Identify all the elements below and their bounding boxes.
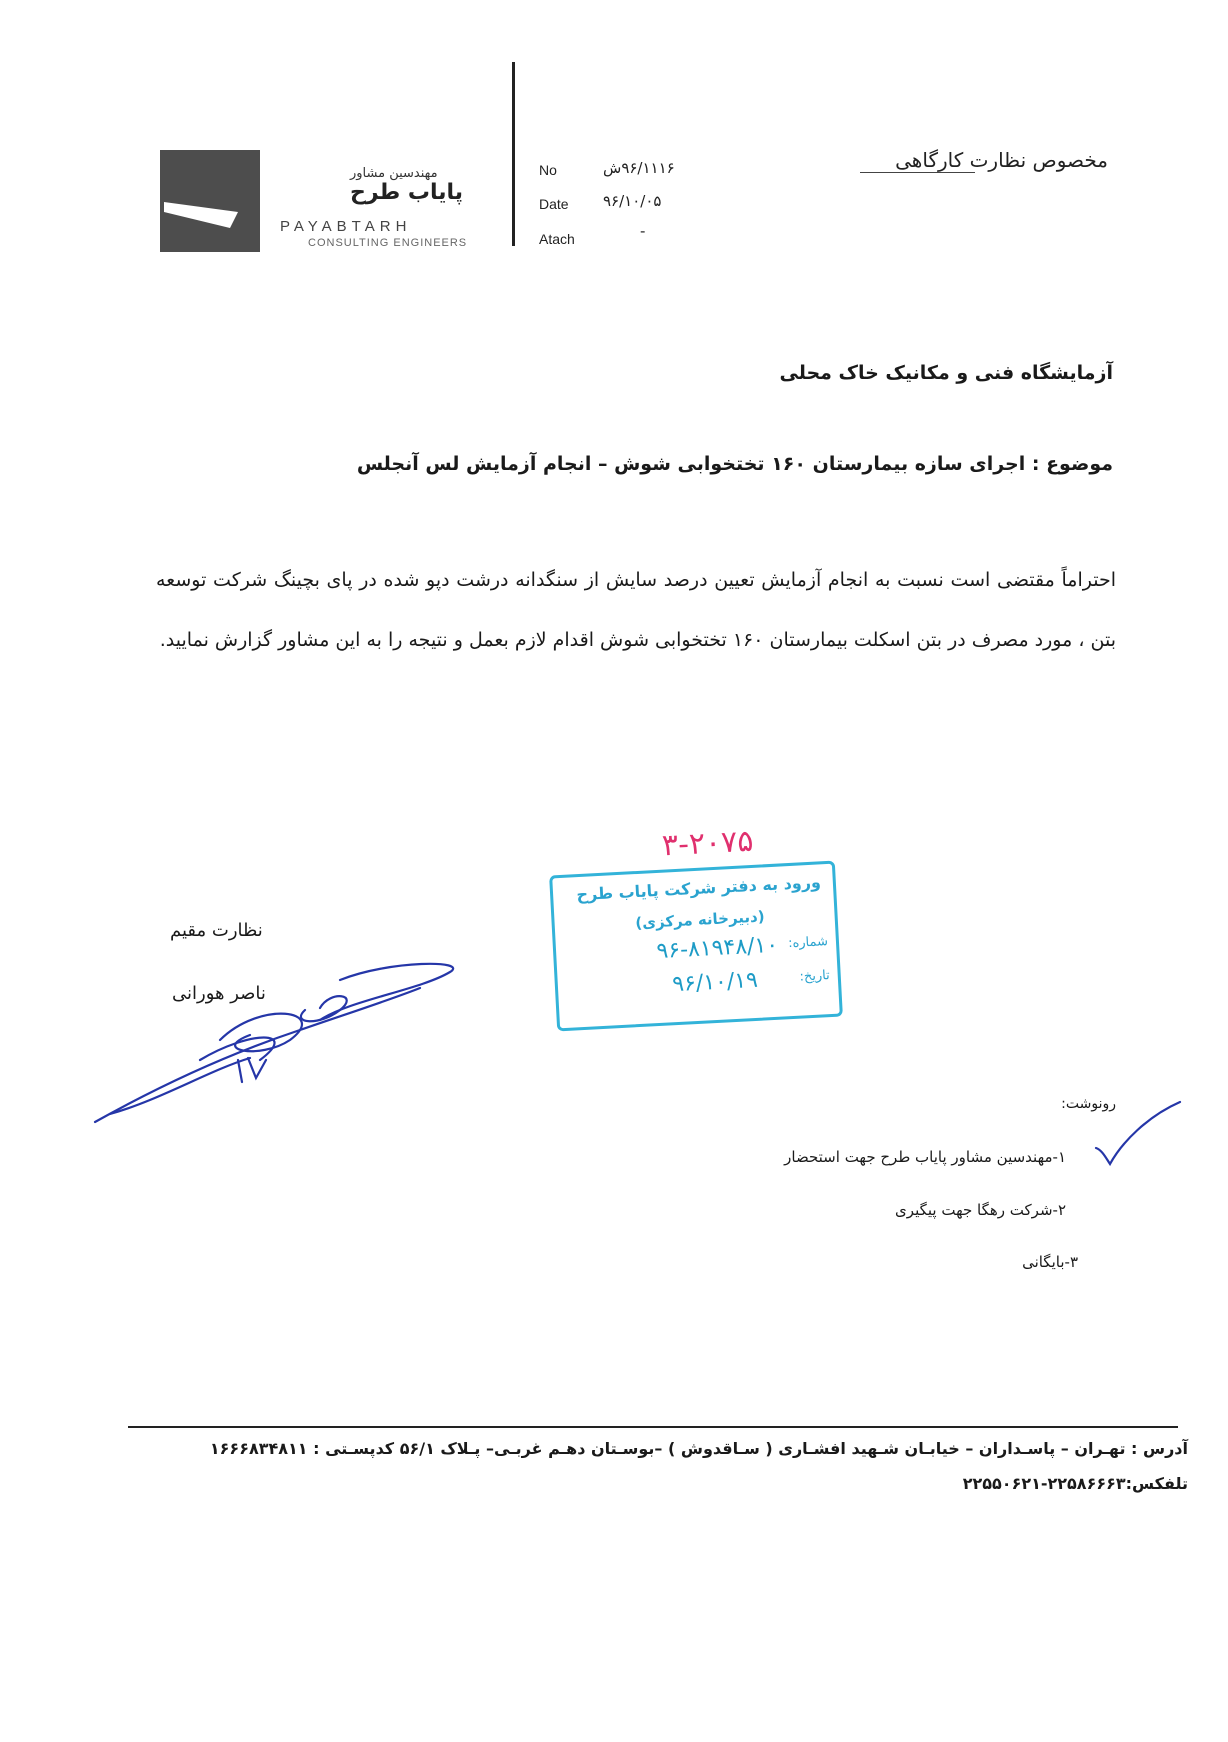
meta-attach-value: - bbox=[640, 222, 646, 240]
cc-item-3: ۳-بایگانی bbox=[1022, 1253, 1078, 1271]
letter-body: احتراماً مقتضی است نسبت به انجام آزمایش تعیین درصد سایش از سنگدانه درشت دپو شده در پای بچینگ شرکت توسعه بتن ، مورد مصرف در بتن اسکلت بیمارستان ۱۶۰ تختخوابی شوش اقدام لازم بعمل و نتیجه را به این مشاور گزارش نمایید. bbox=[156, 569, 1116, 651]
letter-recipient: آزمایشگاه فنی و مکانیک خاک محلی bbox=[779, 362, 1113, 384]
logo-firm-name-fa: پایاب طرح bbox=[350, 180, 464, 205]
footer-phone: تلفکس:۲۲۵۸۶۶۶۳-۲۲۵۵۰۶۲۱ bbox=[962, 1474, 1188, 1493]
stamp-handwritten-number: ۳-۲۰۷۵ bbox=[661, 823, 755, 864]
header-divider bbox=[512, 62, 515, 246]
logo-firm-title: مهندسین مشاور bbox=[350, 166, 438, 181]
footer-address: آدرس : تهـران – پاسـداران – خیابـان شـهید افشـاری ( سـاقدوش ) –بوسـتان دهـم غربـی– پـلاک ۵۶/۱ کدپسـتی : ۱۶۶۶۸۳۴۸۱۱ bbox=[209, 1439, 1188, 1458]
meta-date-label: Date bbox=[539, 196, 569, 212]
stamp-title: ورود به دفتر شرکت پایاب طرح bbox=[576, 872, 822, 905]
handwritten-signature bbox=[90, 950, 490, 1130]
payabtarh-logo-mark bbox=[160, 150, 260, 252]
stamp-number-label: شماره: bbox=[787, 934, 829, 952]
header-note-underline bbox=[860, 172, 975, 173]
letter-subject: موضوع : اجرای سازه بیمارستان ۱۶۰ تختخوابی شوش – انجام آزمایش لس آنجلس bbox=[356, 453, 1113, 475]
checkmark-icon bbox=[1092, 1098, 1184, 1168]
stamp-date-label: تاریخ: bbox=[799, 968, 831, 985]
cc-title: رونوشت: bbox=[1061, 1096, 1116, 1112]
stamp-subtitle: (دبیرخانه مرکزی) bbox=[634, 907, 766, 933]
stamp-date-value: ۹۶/۱۰/۱۹ bbox=[671, 967, 759, 998]
signature-name: ناصر هورانی bbox=[172, 983, 266, 1004]
cc-item-1: ۱-مهندسین مشاور پایاب طرح جهت استحضار bbox=[784, 1148, 1066, 1166]
header-note: مخصوص نظارت کارگاهی bbox=[895, 148, 1108, 172]
meta-no-label: No bbox=[539, 162, 557, 178]
logo-firm-subtitle: CONSULTING ENGINEERS bbox=[308, 237, 468, 249]
footer-divider bbox=[128, 1426, 1178, 1428]
meta-attach-label: Atach bbox=[539, 231, 575, 247]
stamp-number-value: ۹۶-۸۱۹۴۸/۱۰ bbox=[655, 932, 779, 965]
meta-no-value: ۹۶/۱۱۱۶ش bbox=[603, 159, 675, 177]
registry-stamp bbox=[549, 861, 843, 1032]
cc-item-2: ۲-شرکت رهگا جهت پیگیری bbox=[895, 1201, 1066, 1219]
signature-role: نظارت مقیم bbox=[170, 920, 263, 941]
meta-date-value: ۹۶/۱۰/۰۵ bbox=[603, 192, 662, 210]
logo-firm-name-en: PAYABTARH bbox=[280, 218, 412, 235]
